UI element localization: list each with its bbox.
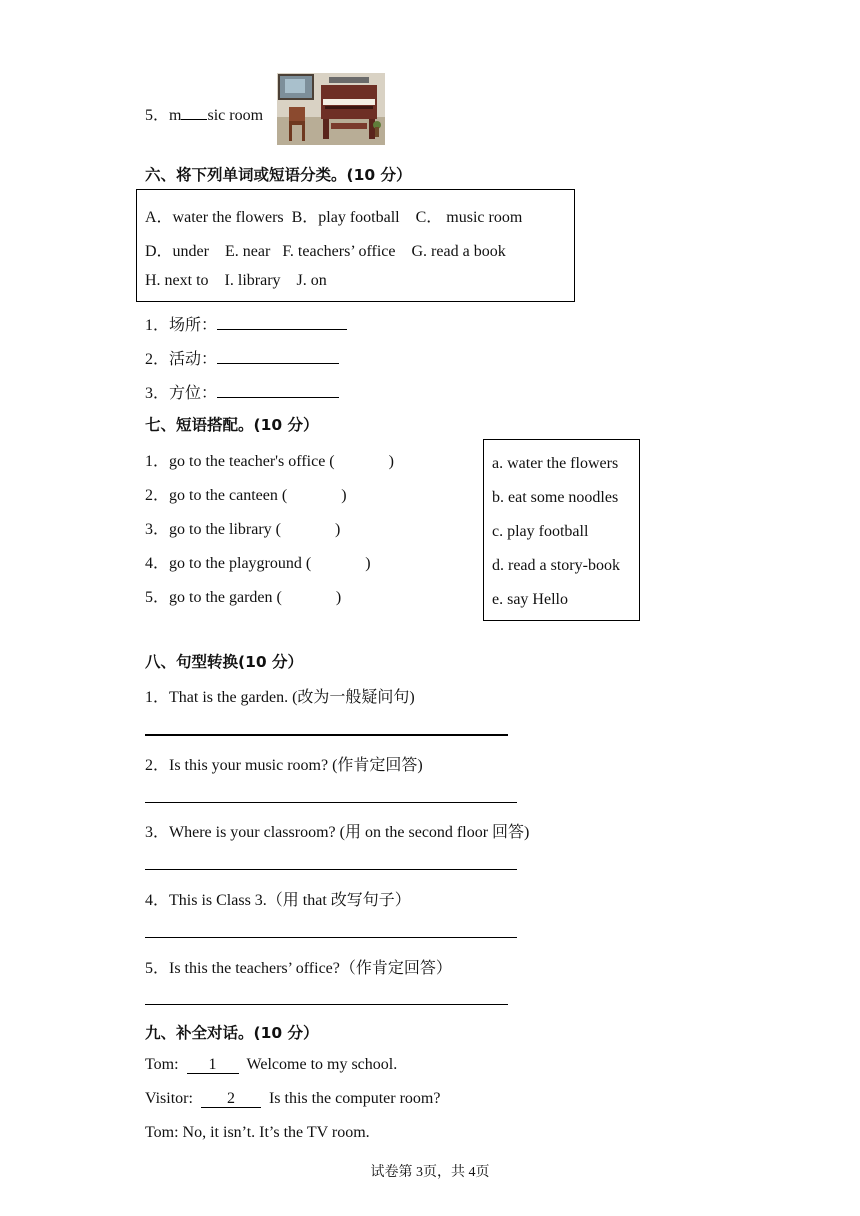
match-question-1	[145, 448, 394, 471]
match-question-3	[145, 516, 340, 539]
classify-question-3	[145, 380, 339, 403]
classify-label: 1．场所：	[145, 317, 218, 334]
match-question-text: 1．go to the teacher's office (	[145, 453, 335, 470]
dialogue-speaker: Tom:	[145, 1056, 179, 1073]
word-option-a: A．water the flowers	[145, 209, 284, 226]
music-room-picture	[277, 73, 385, 145]
item-5-number: 5．	[145, 107, 170, 124]
item-5-line	[145, 102, 263, 125]
match-question-4	[145, 550, 371, 573]
section-8-heading: 八、句型转换(10 分）	[145, 653, 304, 671]
classify-answer-blank[interactable]	[217, 315, 347, 330]
transform-answer-line-5[interactable]	[145, 1004, 508, 1005]
match-question-text: 2．go to the canteen (	[145, 487, 288, 504]
transform-answer-line-2[interactable]	[145, 802, 517, 803]
match-options-box	[483, 439, 640, 621]
section-7-heading: 七、短语搭配。(10 分）	[145, 416, 319, 434]
transform-answer-line-1[interactable]	[145, 734, 508, 736]
classify-label: 2．活动：	[145, 351, 218, 368]
transform-question-2: 2．Is this your music room? (作肯定回答)	[145, 757, 423, 774]
transform-question-3: 3．Where is your classroom? (用 on the second floor 回答)	[145, 824, 530, 841]
classify-label: 3．方位：	[145, 385, 218, 402]
match-question-5	[145, 584, 341, 607]
word-option-i: I. library	[224, 272, 281, 289]
classify-answer-blank[interactable]	[217, 383, 339, 398]
word-option-c: C． music room	[415, 209, 523, 226]
word-option-f: F. teachers’ office	[282, 243, 396, 260]
match-close-paren: )	[341, 487, 347, 504]
match-option-e: e. say Hello	[492, 591, 568, 608]
match-question-text: 5．go to the garden (	[145, 589, 282, 606]
match-close-paren: )	[335, 589, 342, 606]
page-footer: 试卷第 3页，共 4页	[370, 1165, 490, 1180]
match-option-c: c. play football	[492, 523, 589, 540]
dialogue-blank-1[interactable]: 1	[187, 1057, 239, 1074]
dialogue-line-1	[145, 1056, 397, 1074]
item-5-suffix: sic room	[207, 107, 264, 124]
transform-answer-line-3[interactable]	[145, 869, 517, 870]
classify-question-1	[145, 312, 347, 335]
match-option-a: a. water the flowers	[492, 455, 619, 472]
word-option-h: H. next to	[145, 272, 209, 289]
transform-question-5: 5．Is this the teachers’ office?（作肯定回答）	[145, 960, 452, 977]
match-option-d: d. read a story-book	[492, 557, 620, 574]
word-bank-row-3	[145, 272, 327, 290]
match-question-2	[145, 482, 347, 505]
word-option-b: B．play football	[291, 209, 400, 226]
dialogue-text: Is this the computer room?	[268, 1090, 441, 1107]
word-option-j: J. on	[296, 272, 327, 289]
word-option-e: E. near	[225, 243, 271, 260]
classify-question-2	[145, 346, 339, 369]
word-bank-box	[136, 189, 575, 302]
dialogue-blank-2[interactable]: 2	[201, 1091, 261, 1108]
dialogue-text: Welcome to my school.	[246, 1056, 398, 1073]
match-close-paren: )	[365, 555, 371, 572]
match-question-text: 3．go to the library (	[145, 521, 281, 538]
word-bank-row-1	[145, 204, 522, 227]
transform-question-4: 4．This is Class 3.（用 that 改写句子）	[145, 892, 411, 909]
dialogue-speaker: Visitor:	[145, 1090, 193, 1107]
classify-answer-blank[interactable]	[217, 349, 339, 364]
match-close-paren: )	[334, 521, 341, 538]
match-option-b: b. eat some noodles	[492, 489, 619, 506]
section-9-heading: 九、补全对话。(10 分）	[145, 1024, 319, 1042]
item-5-prefix: m	[169, 107, 182, 124]
match-close-paren: )	[388, 453, 394, 470]
word-option-g: G. read a book	[411, 243, 506, 260]
dialogue-line-2	[145, 1090, 440, 1108]
transform-question-1: 1．That is the garden. (改为一般疑问句)	[145, 689, 415, 706]
item-5-blank[interactable]	[181, 105, 207, 120]
section-6-heading: 六、将下列单词或短语分类。(10 分）	[145, 166, 412, 184]
word-option-d: D．under	[145, 243, 209, 260]
dialogue-line-3: Tom: No, it isn’t. It’s the TV room.	[145, 1124, 370, 1141]
word-bank-row-2	[145, 238, 506, 261]
match-question-text: 4．go to the playground (	[145, 555, 312, 572]
transform-answer-line-4[interactable]	[145, 937, 517, 938]
